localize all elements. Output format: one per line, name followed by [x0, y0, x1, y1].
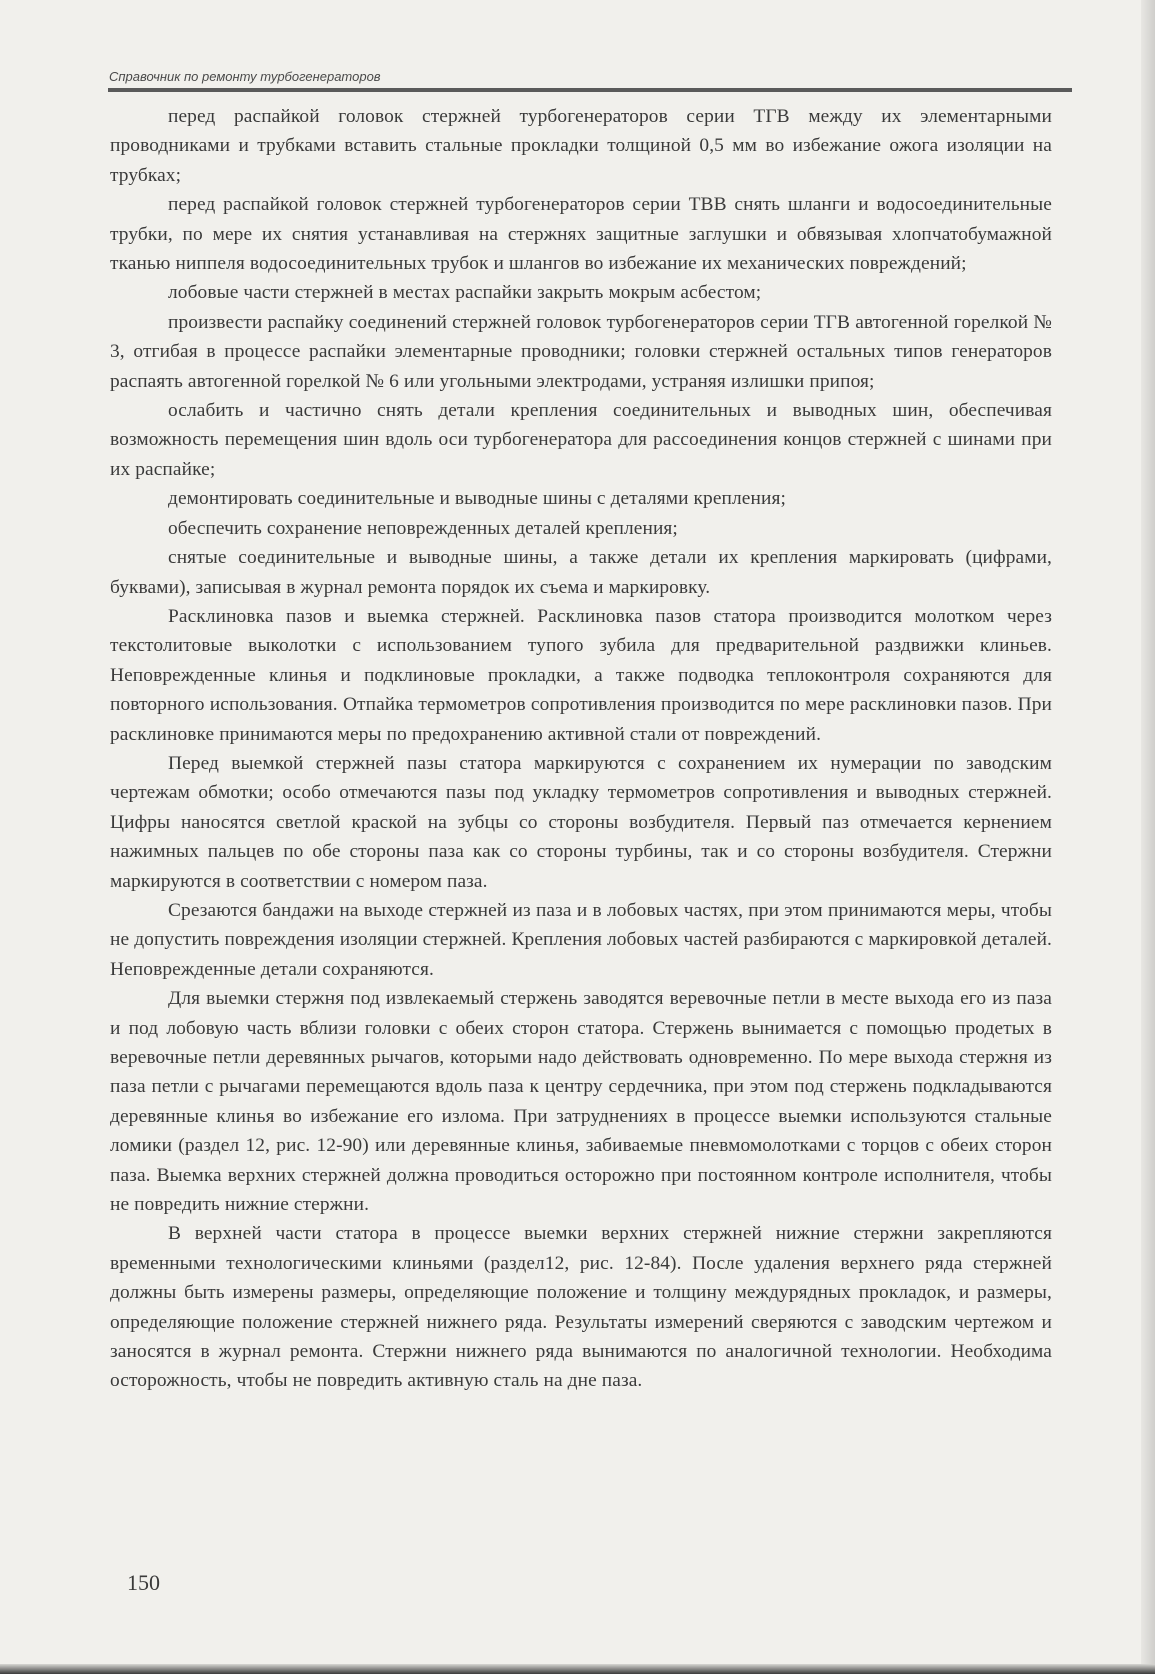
list-item-paragraph: демонтировать соединительные и выводные шины с деталями крепления; — [168, 488, 786, 510]
list-item-paragraph: перед распайкой головок стержней турбогенераторов серии ТВВ снять шланги и водосоединительные трубки, по мере их снятия устанавливая на стержнях защитные заглушки и обвязывая хлопчатобумажной тканью ниппеля водосоединительных трубок и шлангов во избежание их механических повреждений; — [110, 194, 1052, 275]
list-item-paragraph: лобовые части стержней в местах распайки закрыть мокрым асбестом; — [168, 282, 762, 304]
list-item-paragraph: произвести распайку соединений стержней головок турбогенераторов серии ТГВ автогенной горелкой № 3, отгибая в процессе распайки элементарные проводники; головки стержней остальных типов генераторов распаять автогенной горелкой № 6 или угольными электродами, устраняя излишки припоя; — [110, 311, 1052, 392]
running-header: Справочник по ремонту турбогенераторов — [109, 69, 381, 84]
section-paragraph: Срезаются бандажи на выходе стержней из паза и в лобовых частях, при этом принимаются меры, чтобы не допустить повреждения изоляции стержней. Крепления лобовых частей разбираются с маркировкой деталей. Неповрежденные детали сохраняются. — [110, 899, 1052, 980]
body-text — [110, 102, 1052, 1396]
list-item-paragraph: перед распайкой головок стержней турбогенераторов серии ТГВ между их элементарными проводниками и трубками вставить стальные прокладки толщиной 0,5 мм во избежание ожога изоляции на трубках; — [110, 106, 1052, 186]
list-item-paragraph: обеспечить сохранение неповрежденных деталей крепления; — [168, 517, 678, 539]
section-paragraph: Перед выемкой стержней пазы статора маркируются с сохранением их нумерации по заводским чертежам обмотки; особо отмечаются пазы под укладку термометров сопротивления и выводных стержней. Цифры наносятся светлой краской на зубцы со стороны возбудителя. Первый паз отмечается кернением нажимных пальцев по обе стороны паза как со стороны турбины, так и со стороны возбудителя. Стержни маркируются в соответствии с номером паза. — [110, 752, 1052, 892]
list-item-paragraph: ослабить и частично снять детали крепления соединительных и выводных шин, обеспечивая возможность перемещения шин вдоль оси турбогенератора для рассоединения концов стержней с шинами при их распайке; — [110, 400, 1052, 480]
section-paragraph: Для выемки стержня под извлекаемый стержень заводятся веревочные петли в месте выхода его из паза и под лобовую часть вблизи головки с обеих сторон статора. Стержень вынимается с помощью продетых в веревочные петли деревянных рычагов, которыми надо действовать одновременно. По мере выхода стержня из паза петли с рычагами перемещаются вдоль паза к центру сердечника, при этом под стержень подкладываются деревянные клинья во избежание его излома. При затруднениях в процессе выемки используются стальные ломики (раздел 12, рис. 12-90) или деревянные клинья, забиваемые пневмомолотками с торцов с обеих сторон паза. Выемка верхних стержней должна проводиться осторожно при постоянном контроле исполнителя, чтобы не повредить нижние стержни. — [110, 988, 1052, 1216]
section-paragraph: Расклиновка пазов и выемка стержней. Расклиновка пазов статора производится молотком через текстолитовые выколотки с использованием тупого зубила для предварительной раздвижки клиньев. Неповрежденные клинья и подклиновые прокладки, а также подводка теплоконтроля сохраняются для повторного использования. Отпайка термометров сопротивления производится по мере расклиновки пазов. При расклиновке принимаются меры по предохранению активной стали от повреждений. — [110, 605, 1052, 745]
section-paragraph: В верхней части статора в процессе выемки верхних стержней нижние стержни закрепляются временными технологическими клиньями (раздел12, рис. 12-84). После удаления верхнего ряда стержней должны быть измерены размеры, определяющие положение и толщину междурядных прокладок, и размеры, определяющие положение стержней нижнего ряда. Результаты измерений сверяются с заводским чертежом и заносятся в журнал ремонта. Стержни нижнего ряда вынимаются по аналогичной технологии. Необходима осторожность, чтобы не повредить активную сталь на дне паза. — [110, 1223, 1052, 1392]
page-bottom-edge — [0, 1664, 1155, 1674]
list-item-paragraph: снятые соединительные и выводные шины, а также детали их крепления маркировать (цифрами, буквами), записывая в журнал ремонта порядок их съема и маркировку. — [110, 547, 1052, 598]
header-rule — [108, 88, 1072, 92]
page-edge-shadow — [1141, 0, 1155, 1674]
page-number: 150 — [127, 1570, 160, 1595]
